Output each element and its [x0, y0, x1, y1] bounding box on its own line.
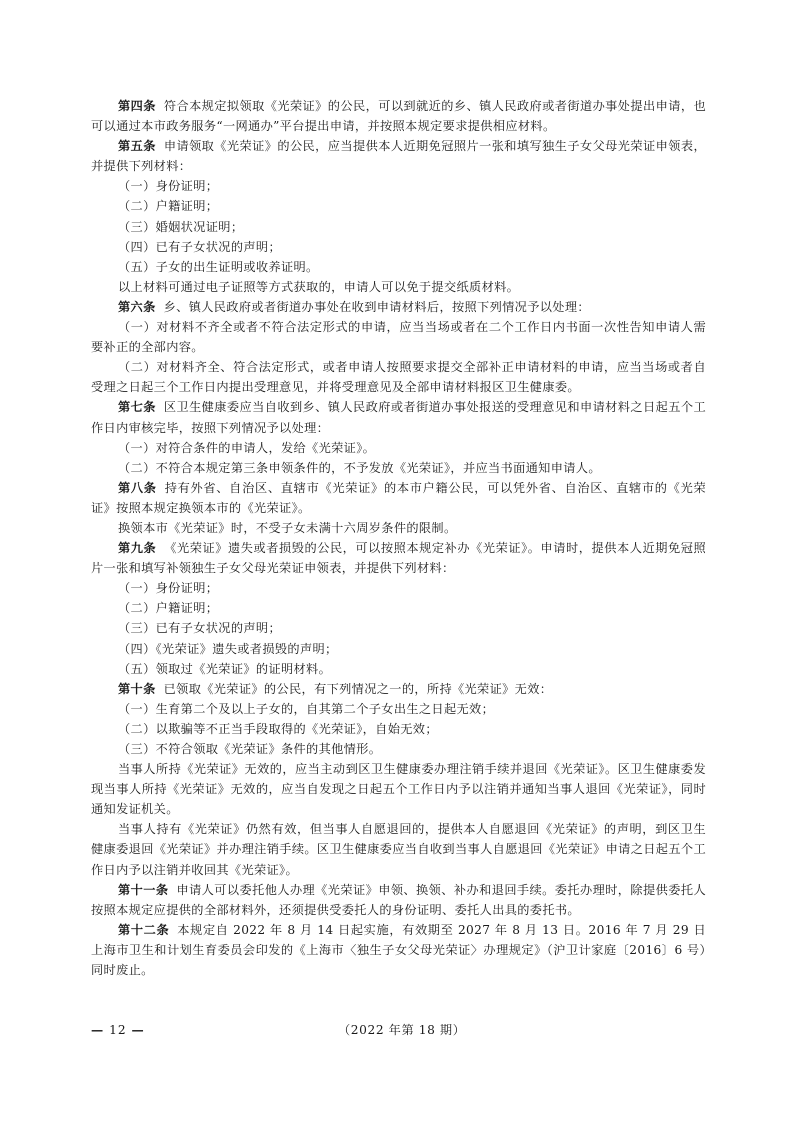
article-text: 本规定自 2022 年 8 月 14 日起实施，有效期至 2027 年 8 月 13 日。2016 年 7 月 29 日上海市卫生和计划生育委员会印发的《上海市〈独生子女父母光荣证〉办理规定》（沪卫计家庭〔2016〕6 号）同时废止。	[91, 922, 706, 978]
article-heading: 第九条	[118, 541, 157, 556]
article-heading: 第十二条	[118, 922, 170, 937]
article-text: 乡、镇人民政府或者街道办事处在收到申请材料后，按照下列情况予以处理：	[163, 299, 590, 314]
list-item: （三）婚姻状况证明；	[118, 219, 244, 234]
article-12	[91, 920, 706, 980]
list-item: （三）已有子女状况的声明；	[118, 621, 281, 636]
paragraph: 换领本市《光荣证》时，不受子女未满十六周岁条件的限制。	[118, 520, 457, 535]
list-item: （一）身份证明；	[118, 581, 219, 596]
page-number: 12	[109, 1023, 127, 1037]
page-number-block	[91, 1020, 145, 1040]
list-item: （二）户籍证明；	[118, 199, 219, 214]
article-heading: 第十一条	[118, 882, 169, 897]
article-heading: 第六条	[118, 299, 156, 314]
list-item: （二）户籍证明；	[118, 601, 219, 616]
list-item: （五）领取过《光荣证》的证明材料。	[118, 661, 332, 676]
list-item: （四）已有子女状况的声明；	[118, 239, 281, 254]
article-text: 区卫生健康委应当自收到乡、镇人民政府或者街道办事处报送的受理意见和申请材料之日起五个工作日内审核完毕，按照下列情况予以处理：	[91, 400, 706, 435]
list-item: （一）生育第二个及以上子女的，自其第二个子女出生之日起无效；	[118, 701, 495, 716]
article-6	[91, 297, 706, 317]
list-item: （一）对材料不齐全或者不符合法定形式的申请，应当当场或者在二个工作日内书面一次性告知申请人需要补正的全部内容。	[91, 320, 706, 355]
article-8	[91, 478, 706, 518]
list-item: （二）对材料齐全、符合法定形式，或者申请人按照要求提交全部补正申请材料的申请，应当当场或者自受理之日起三个工作日内提出受理意见，并将受理意见及全部申请材料报区卫生健康委。	[91, 360, 706, 395]
list-item: （二）以欺骗等不正当手段取得的《光荣证》，自始无效；	[118, 721, 438, 736]
issue-label: （2022 年第 18 期）	[338, 1023, 466, 1037]
article-heading: 第八条	[118, 480, 157, 495]
paragraph: 当事人所持《光荣证》无效的，应当主动到区卫生健康委办理注销手续并退回《光荣证》。区卫生健康委发现当事人所持《光荣证》无效的，应当自发现之日起五个工作日内予以注销并通知当事人退回《光荣证》，同时通知发证机关。	[91, 762, 706, 817]
list-item: （四）《光荣证》遗失或者损毁的声明；	[118, 641, 338, 656]
article-text: 申请领取《光荣证》的公民，应当提供本人近期免冠照片一张和填写独生子女父母光荣证申领表，并提供下列材料：	[91, 139, 706, 174]
footer-dash: —	[91, 1023, 105, 1037]
article-text: 已领取《光荣证》的公民，有下列情况之一的，所持《光荣证》无效：	[163, 681, 553, 696]
paragraph: 以上材料可通过电子证照等方式获取的，申请人可以免于提交纸质材料。	[118, 279, 520, 294]
article-heading: 第四条	[118, 99, 156, 113]
article-heading: 第五条	[118, 139, 156, 154]
article-11	[91, 880, 706, 920]
article-text: 申请人可以委托他人办理《光荣证》申领、换领、补办和退回手续。委托办理时，除提供委托人按照本规定应提供的全部材料外，还须提供受委托人的身份证明、委托人出具的委托书。	[91, 882, 707, 917]
article-heading: 第七条	[118, 400, 156, 415]
list-item: （二）不符合本规定第三条申领条件的，不予发放《光荣证》，并应当书面通知申请人。	[118, 460, 601, 475]
article-heading: 第十条	[118, 681, 156, 696]
article-4	[91, 96, 706, 136]
list-item: （一）身份证明；	[118, 179, 219, 194]
list-item: （三）不符合领取《光荣证》条件的其他情形。	[118, 742, 382, 756]
article-text: 《光荣证》遗失或者损毁的公民，可以按照本规定补办《光荣证》。申请时，提供本人近期免冠照片一张和填写补领独生子女父母光荣证申领表，并提供下列材料：	[91, 541, 706, 576]
article-7	[91, 397, 706, 437]
list-item: （一）对符合条件的申请人，发给《光荣证》。	[118, 440, 376, 455]
article-10	[91, 679, 706, 699]
article-5	[91, 136, 706, 176]
paragraph: 当事人持有《光荣证》仍然有效，但当事人自愿退回的，提供本人自愿退回《光荣证》的声明，到区卫生健康委退回《光荣证》并办理注销手续。区卫生健康委应当自收到当事人自愿退回《光荣证》申请之日起五个工作日内予以注销并收回其《光荣证》。	[91, 822, 706, 877]
article-text: 符合本规定拟领取《光荣证》的公民，可以到就近的乡、镇人民政府或者街道办事处提出申请，也可以通过本市政务服务“一网通办”平台提出申请，并按照本规定要求提供相应材料。	[91, 99, 706, 134]
list-item: （五）子女的出生证明或收养证明。	[118, 259, 319, 274]
article-9	[91, 538, 706, 578]
page-footer	[91, 1020, 706, 1040]
footer-dash: —	[131, 1023, 145, 1037]
document-body	[91, 96, 706, 980]
article-text: 持有外省、自治区、直辖市《光荣证》的本市户籍公民，可以凭外省、自治区、直辖市的《光荣证》按照本规定换领本市的《光荣证》。	[91, 480, 706, 515]
